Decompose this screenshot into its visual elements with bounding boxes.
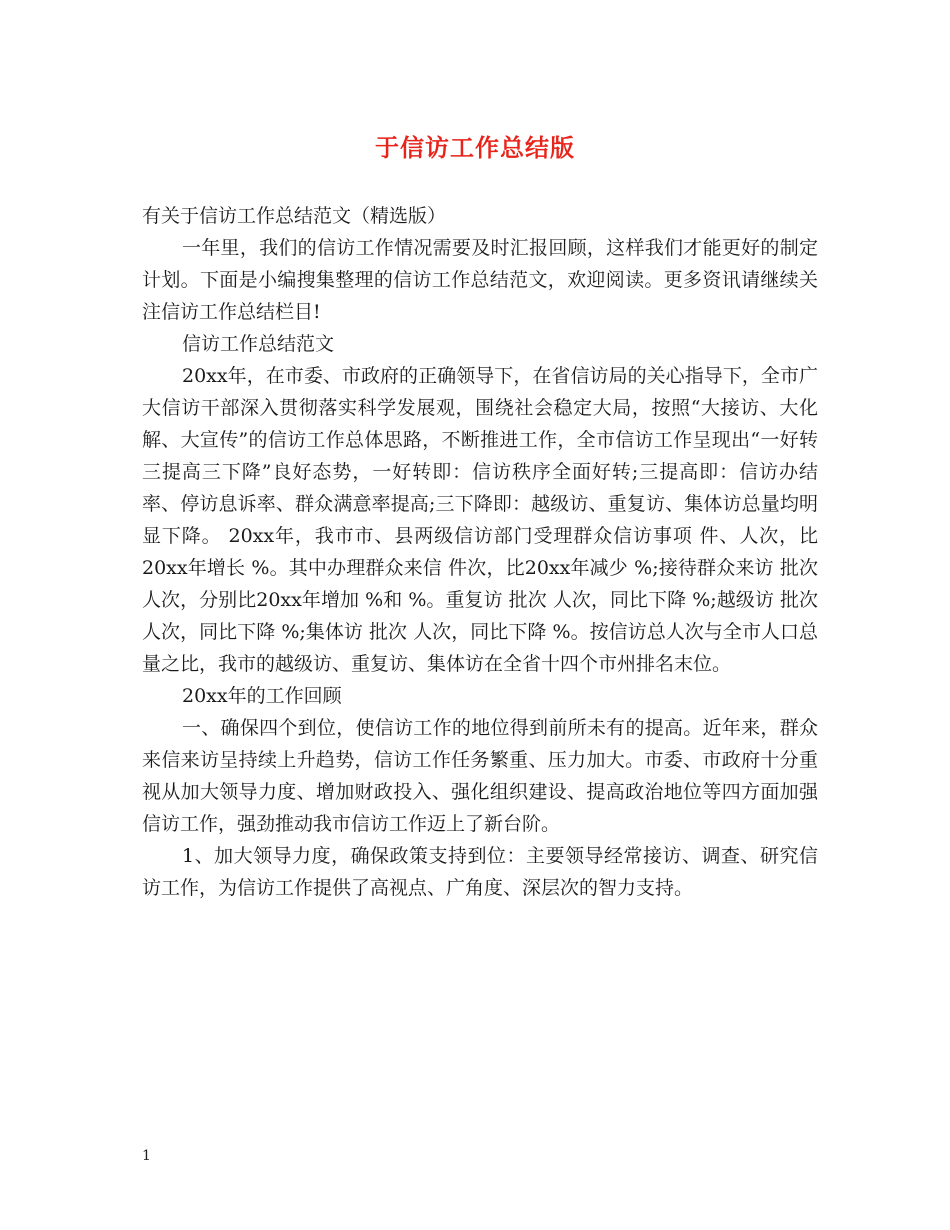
- paragraph: 一、确保四个到位，使信访工作的地位得到前所未有的提高。近年来，群众来信来访呈持续上升趋势，信访工作任务繁重、压力加大。市委、市政府十分重视从加大领导力度、增加财政投入、强化组织建设、提高政治地位等四方面加强信访工作，强劲推动我市信访工作迈上了新台阶。: [142, 717, 818, 835]
- paragraph: 20xx年的工作回顾: [182, 685, 342, 707]
- document-body: [142, 200, 818, 904]
- document-title: 于信访工作总结版: [375, 133, 575, 162]
- page-number: 1: [142, 1148, 151, 1164]
- paragraph: 一年里，我们的信访工作情况需要及时汇报回顾，这样我们才能更好的制定计划。下面是小编搜集整理的信访工作总结范文，欢迎阅读。更多资讯请继续关注信访工作总结栏目!: [142, 237, 818, 323]
- paragraph: 1、加大领导力度，确保政策支持到位：主要领导经常接访、调查、研究信访工作，为信访工作提供了高视点、广角度、深层次的智力支持。: [142, 845, 818, 899]
- paragraph: 信访工作总结范文: [182, 333, 335, 355]
- paragraph: 有关于信访工作总结范文（精选版）: [142, 205, 447, 227]
- paragraph: 20xx年，在市委、市政府的正确领导下，在省信访局的关心指导下，全市广大信访干部深入贯彻落实科学发展观，围绕社会稳定大局，按照“大接访、大化解、大宣传”的信访工作总体思路，不断推进工作，全市信访工作呈现出“一好转三提高三下降”良好态势，一好转即：信访秩序全面好转;三提高即：信访办结率、停访息诉率、群众满意率提高;三下降即：越级访、重复访、集体访总量均明显下降。 20xx年，我市市、县两级信访部门受理群众信访事项 件、人次，比20xx年增长 %。其中办理群众来信 件次，比20xx年减少 %;接待群众来访 批次 人次，分别比20xx年增加 %和 %。重复访 批次 人次，同比下降 %;越级访 批次 人次，同比下降 %;集体访 批次 人次，同比下降 %。按信访总人次与全市人口总量之比，我市的越级访、重复访、集体访在全省十四个市州排名末位。: [142, 365, 818, 675]
